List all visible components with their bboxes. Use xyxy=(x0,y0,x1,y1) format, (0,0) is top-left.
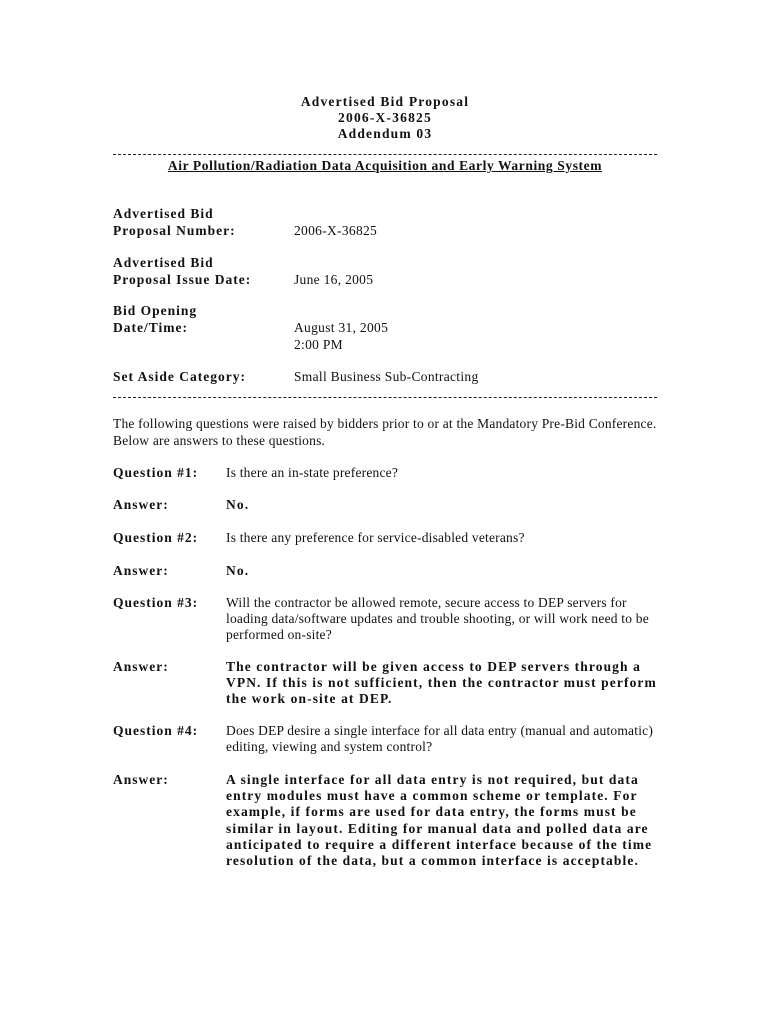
question-2-text: Is there any preference for service-disabled veterans? xyxy=(226,530,525,545)
dashed-rule-top xyxy=(113,154,657,155)
answer-3-text: The contractor will be given access to DEP servers through a VPN. If this is not sufficient, then the contractor must perform the work on-site at DEP. xyxy=(226,659,657,707)
answer-3-label: Answer: xyxy=(113,659,169,674)
answer-1-label: Answer: xyxy=(113,497,169,512)
doc-subtitle: Air Pollution/Radiation Data Acquisition and Early Warning System xyxy=(167,158,603,173)
opening-value: August 31, 2005 2:00 PM xyxy=(294,320,389,352)
question-3-label: Question #3: xyxy=(113,595,199,610)
question-4-text: Does DEP desire a single interface for all data entry (manual and automatic) editing, viewing and system control? xyxy=(226,723,654,755)
question-3-text: Will the contractor be allowed remote, secure access to DEP servers for loading data/software updates and trouble shooting, or will work need to be performed on-site? xyxy=(226,595,649,643)
answer-1-text: No. xyxy=(226,497,250,512)
proposal-number-value: 2006-X-36825 xyxy=(294,223,378,238)
answer-2-text: No. xyxy=(226,563,250,578)
answer-4-label: Answer: xyxy=(113,772,169,787)
proposal-number-label: Advertised Bid Proposal Number: xyxy=(113,206,236,238)
answer-4-text: A single interface for all data entry is not required, but data entry modules must have a common scheme or template. For example, if forms are used for data entry, the forms must be similar in layout. Editing for manual data and polled data are anticipated to require a different interface because of the time resolution of the data, but a common interface is acceptable. xyxy=(226,772,653,869)
question-1-label: Question #1: xyxy=(113,465,199,480)
answer-2-label: Answer: xyxy=(113,563,169,578)
dashed-rule-bottom xyxy=(113,397,657,398)
doc-title: Advertised Bid Proposal xyxy=(300,94,470,109)
opening-label: Bid Opening Date/Time: xyxy=(113,303,198,335)
set-aside-label: Set Aside Category: xyxy=(113,369,246,384)
doc-number: 2006-X-36825 xyxy=(338,110,432,125)
question-2-label: Question #2: xyxy=(113,530,199,545)
intro-paragraph: The following questions were raised by bidders prior to or at the Mandatory Pre-Bid Conference. Below are answers to these questions. xyxy=(113,416,657,448)
set-aside-value: Small Business Sub-Contracting xyxy=(294,369,479,384)
issue-date-value: June 16, 2005 xyxy=(294,272,374,287)
doc-addendum: Addendum 03 xyxy=(337,126,433,141)
question-1-text: Is there an in-state preference? xyxy=(226,465,399,480)
question-4-label: Question #4: xyxy=(113,723,199,738)
issue-date-label: Advertised Bid Proposal Issue Date: xyxy=(113,255,252,287)
